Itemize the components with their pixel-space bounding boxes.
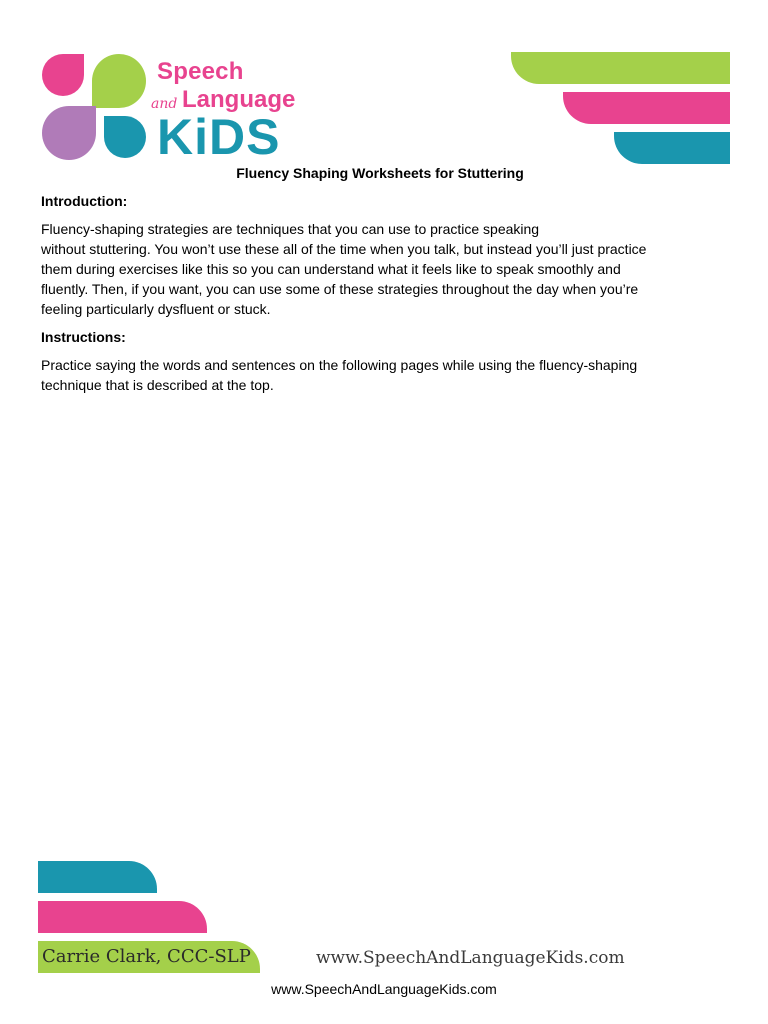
- intro-line: Fluency-shaping strategies are techniques that you can use to practice speaking: [41, 221, 540, 237]
- footer-url: www.SpeechAndLanguageKids.com: [271, 981, 497, 997]
- footer-site-banner: www.SpeechAndLanguageKids.com: [316, 948, 625, 968]
- intro-paragraph: [41, 219, 721, 319]
- intro-heading: Introduction:: [41, 193, 128, 209]
- intro-line: them during exercises like this so you can understand what it feels like to speak smoothly and: [41, 261, 621, 277]
- logo-petal-green: [92, 54, 146, 108]
- stripe-teal-bottom: [38, 861, 157, 893]
- logo-speech: Speech: [157, 58, 244, 85]
- logo-and: and: [151, 96, 178, 112]
- logo-petal-purple: [42, 106, 96, 160]
- author-name: Carrie Clark, CCC-SLP: [42, 946, 251, 967]
- instructions-paragraph: [41, 355, 721, 395]
- logo-kids: KiDS: [157, 109, 281, 165]
- instructions-line: Practice saying the words and sentences on the following pages while using the fluency-shaping: [41, 357, 638, 373]
- logo-language: Language: [182, 86, 296, 113]
- stripe-green-top: [511, 52, 730, 84]
- logo-petal-pink: [42, 54, 84, 96]
- intro-line: feeling particularly dysfluent or stuck.: [41, 301, 271, 317]
- stripe-pink-top: [563, 92, 730, 124]
- stripe-teal-top: [614, 132, 730, 164]
- instructions-line: technique that is described at the top.: [41, 377, 274, 393]
- logo-petal-teal: [104, 116, 146, 158]
- instructions-heading: Instructions:: [41, 329, 126, 345]
- page-title: Fluency Shaping Worksheets for Stuttering: [236, 165, 524, 181]
- stripe-pink-bottom: [38, 901, 207, 933]
- intro-line: fluently. Then, if you want, you can use some of these strategies throughout the day when you’re: [41, 281, 639, 297]
- intro-line: without stuttering. You won’t use these all of the time when you talk, but instead you’ll just practice: [41, 241, 647, 257]
